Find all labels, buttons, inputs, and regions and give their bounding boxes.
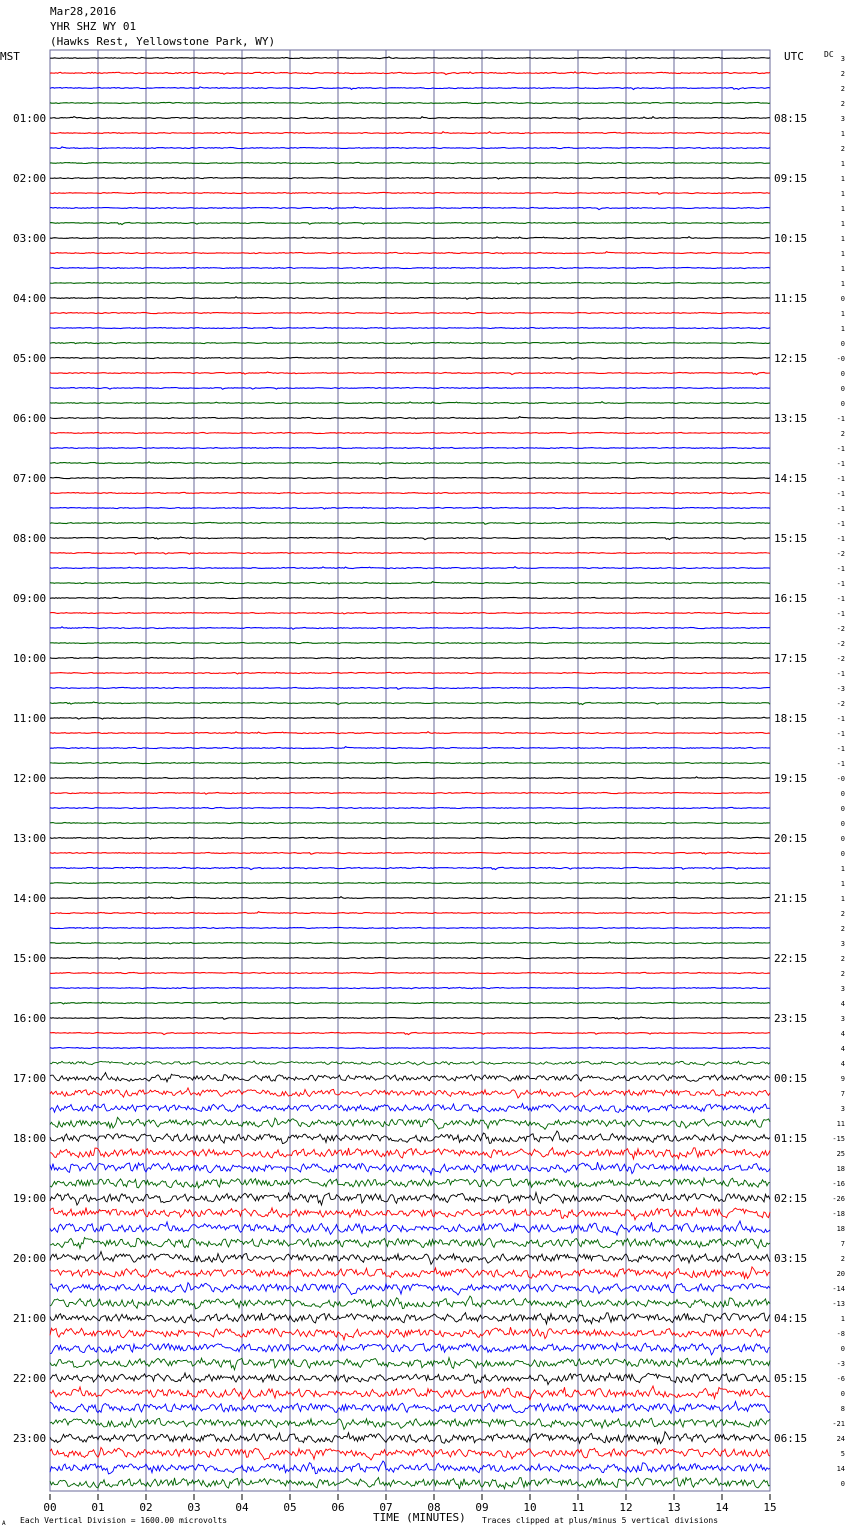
dc-offset-value: -13 [832, 1300, 845, 1308]
seismic-trace [50, 357, 770, 359]
mst-hour-label: 02:00 [13, 172, 47, 185]
dc-offset-value: -26 [832, 1195, 845, 1203]
utc-hour-label: 20:15 [774, 832, 808, 845]
dc-offset-value: 3 [840, 115, 845, 123]
seismic-trace [50, 987, 770, 988]
seismic-trace [50, 1032, 770, 1034]
x-tick-label: 08 [427, 1501, 441, 1514]
seismic-trace [50, 1461, 770, 1474]
mst-hour-label: 16:00 [13, 1012, 47, 1025]
seismic-trace [50, 702, 770, 705]
dc-offset-value: 3 [840, 1015, 845, 1023]
dc-offset-value: -8 [836, 1330, 845, 1338]
dc-offset-value: 1 [840, 235, 845, 243]
seismic-trace [50, 1207, 770, 1219]
dc-offset-value: 18 [836, 1165, 845, 1173]
seismic-trace [50, 1386, 770, 1400]
dc-offset-value: 2 [840, 970, 845, 978]
seismic-trace [50, 1117, 770, 1129]
seismic-trace [50, 567, 770, 569]
seismic-trace [50, 1088, 770, 1098]
mst-hour-label: 12:00 [13, 772, 47, 785]
utc-hour-label: 10:15 [774, 232, 808, 245]
dc-offset-value: 8 [840, 1405, 845, 1413]
utc-hour-label: 19:15 [774, 772, 808, 785]
dc-offset-value: 2 [840, 70, 845, 78]
seismic-trace [50, 1178, 770, 1188]
mst-hour-label: 08:00 [13, 532, 47, 545]
seismic-trace [50, 1252, 770, 1265]
mst-hour-label: 17:00 [13, 1072, 47, 1085]
dc-offset-value: -1 [836, 505, 845, 513]
dc-offset-value: 1 [840, 130, 845, 138]
seismic-trace [50, 267, 770, 268]
seismic-trace [50, 732, 770, 734]
seismic-trace [50, 852, 770, 854]
seismic-trace [50, 72, 770, 75]
dc-offset-value: 3 [840, 985, 845, 993]
mst-hour-label: 23:00 [13, 1432, 47, 1445]
dc-offset-value: 18 [836, 1225, 845, 1233]
x-tick-label: 15 [763, 1501, 777, 1514]
dc-offset-value: -2 [836, 625, 845, 633]
mst-hour-label: 07:00 [13, 472, 47, 485]
seismic-trace [50, 162, 770, 163]
seismic-trace [50, 582, 770, 584]
dc-offset-value: -1 [836, 580, 845, 588]
scale-note: Each Vertical Division = 1600.00 microvolts [20, 1516, 228, 1525]
dc-offset-value: 1 [840, 310, 845, 318]
dc-offset-value: 0 [840, 400, 845, 408]
dc-offset-value: 2 [840, 955, 845, 963]
seismic-trace [50, 1061, 770, 1065]
dc-offset-value: 2 [840, 85, 845, 93]
seismic-trace [50, 972, 770, 973]
seismic-trace [50, 1283, 770, 1295]
utc-hour-label: 01:15 [774, 1132, 808, 1145]
seismic-trace [50, 432, 770, 433]
seismic-trace [50, 522, 770, 524]
dc-offset-value: -16 [832, 1180, 845, 1188]
dc-offset-value: 14 [836, 1465, 845, 1473]
dc-offset-value: 3 [840, 940, 845, 948]
seismic-trace [50, 957, 770, 959]
dc-offset-value: 0 [840, 370, 845, 378]
dc-offset-value: -3 [836, 1360, 845, 1368]
x-tick-label: 13 [667, 1501, 681, 1514]
dc-column-label: DC [824, 50, 834, 59]
utc-hour-label: 08:15 [774, 112, 808, 125]
seismic-trace [50, 1296, 770, 1309]
dc-offset-value: 0 [840, 805, 845, 813]
seismic-trace [50, 687, 770, 689]
mst-hour-label: 14:00 [13, 892, 47, 905]
dc-offset-value: -2 [836, 655, 845, 663]
seismic-trace [50, 87, 770, 90]
dc-offset-value: 2 [840, 925, 845, 933]
right-zone-label: UTC [784, 50, 804, 63]
seismic-trace [50, 327, 770, 328]
dc-offset-value: -1 [836, 460, 845, 468]
chart-title: YHR SHZ WY 01 [50, 20, 137, 33]
dc-offset-value: -1 [836, 535, 845, 543]
seismic-trace [50, 537, 770, 540]
seismic-trace [50, 1237, 770, 1248]
utc-hour-label: 16:15 [774, 592, 808, 605]
seismic-trace [50, 1221, 770, 1235]
seismic-trace [50, 1447, 770, 1460]
dc-offset-value: -0 [836, 775, 845, 783]
seismic-trace [50, 792, 770, 794]
seismic-trace [50, 1047, 770, 1048]
dc-offset-value: 0 [840, 1390, 845, 1398]
seismic-trace [50, 117, 770, 120]
dc-offset-value: 4 [840, 1030, 845, 1038]
utc-hour-label: 11:15 [774, 292, 808, 305]
dc-offset-value: -0 [836, 355, 845, 363]
seismic-trace [50, 822, 770, 823]
seismic-trace [50, 612, 770, 613]
seismic-trace [50, 207, 770, 210]
seismic-trace [50, 1148, 770, 1159]
seismic-trace [50, 882, 770, 883]
utc-hour-label: 15:15 [774, 532, 808, 545]
dc-offset-value: 0 [840, 1480, 845, 1488]
dc-offset-value: 0 [840, 295, 845, 303]
mst-hour-label: 15:00 [13, 952, 47, 965]
dc-offset-value: -21 [832, 1420, 845, 1428]
dc-offset-value: 2 [840, 145, 845, 153]
seismic-trace [50, 1432, 770, 1444]
dc-offset-value: -1 [836, 520, 845, 528]
seismic-trace [50, 657, 770, 658]
dc-offset-value: 7 [840, 1240, 845, 1248]
dc-offset-value: 4 [840, 1045, 845, 1053]
dc-offset-value: -3 [836, 685, 845, 693]
dc-offset-value: 1 [840, 1315, 845, 1323]
x-tick-label: 06 [331, 1501, 345, 1514]
seismic-trace [50, 312, 770, 313]
dc-offset-value: -1 [836, 715, 845, 723]
dc-offset-value: 1 [840, 880, 845, 888]
seismic-trace [50, 552, 770, 554]
seismic-trace [50, 642, 770, 643]
dc-offset-value: -1 [836, 760, 845, 768]
dc-offset-value: -1 [836, 730, 845, 738]
clip-note: Traces clipped at plus/minus 5 vertical divisions [482, 1516, 719, 1525]
mst-hour-label: 18:00 [13, 1132, 47, 1145]
dc-offset-value: 4 [840, 1060, 845, 1068]
seismic-trace [50, 1073, 770, 1082]
mst-hour-label: 19:00 [13, 1192, 47, 1205]
dc-offset-value: -18 [832, 1210, 845, 1218]
mst-hour-label: 10:00 [13, 652, 47, 665]
dc-offset-value: 2 [840, 910, 845, 918]
dc-offset-value: 4 [840, 1000, 845, 1008]
dc-offset-value: 0 [840, 385, 845, 393]
x-tick-label: 07 [379, 1501, 393, 1514]
seismic-trace [50, 1327, 770, 1340]
seismic-trace [50, 1267, 770, 1279]
seismic-trace [50, 132, 770, 134]
seismic-trace [50, 807, 770, 808]
x-tick-label: 12 [619, 1501, 633, 1514]
dc-offset-value: 2 [840, 430, 845, 438]
seismic-trace [50, 597, 770, 598]
mst-hour-label: 06:00 [13, 412, 47, 425]
dc-offset-value: 20 [836, 1270, 845, 1278]
x-tick-label: 05 [283, 1501, 297, 1514]
utc-hour-label: 06:15 [774, 1432, 808, 1445]
left-zone-label: MST [0, 50, 20, 63]
utc-hour-label: 17:15 [774, 652, 808, 665]
dc-offset-value: 1 [840, 220, 845, 228]
utc-hour-label: 09:15 [774, 172, 808, 185]
seismic-trace [50, 747, 770, 749]
seismic-trace [50, 837, 770, 839]
seismic-trace [50, 672, 770, 674]
seismic-trace [50, 1401, 770, 1413]
seismic-trace [50, 1002, 770, 1004]
mst-hour-label: 22:00 [13, 1372, 47, 1385]
dc-offset-value: 1 [840, 205, 845, 213]
x-tick-label: 02 [139, 1501, 153, 1514]
dc-offset-value: 1 [840, 250, 845, 258]
dc-offset-value: 11 [836, 1120, 845, 1128]
mst-hour-label: 11:00 [13, 712, 47, 725]
seismic-trace [50, 147, 770, 149]
dc-offset-value: 9 [840, 1075, 845, 1083]
seismic-trace [50, 387, 770, 389]
dc-offset-value: 1 [840, 265, 845, 273]
x-tick-label: 00 [43, 1501, 57, 1514]
seismic-trace [50, 462, 770, 464]
seismic-trace [50, 372, 770, 375]
dc-offset-value: 3 [840, 1105, 845, 1113]
dc-offset-value: -1 [836, 610, 845, 618]
seismic-trace [50, 417, 770, 419]
seismic-trace [50, 1104, 770, 1113]
chart-location: (Hawks Rest, Yellowstone Park, WY) [50, 35, 276, 48]
dc-offset-value: 1 [840, 895, 845, 903]
dc-offset-value: -2 [836, 700, 845, 708]
seismic-trace [50, 222, 770, 224]
dc-offset-value: 1 [840, 325, 845, 333]
utc-hour-label: 12:15 [774, 352, 808, 365]
dc-offset-value: 1 [840, 175, 845, 183]
utc-hour-label: 04:15 [774, 1312, 808, 1325]
seismic-trace [50, 912, 770, 914]
dc-offset-value: -1 [836, 670, 845, 678]
utc-hour-label: 14:15 [774, 472, 808, 485]
seismic-trace [50, 1313, 770, 1324]
dc-offset-value: 0 [840, 1345, 845, 1353]
corner-mark: A [2, 1520, 6, 1527]
plot-frame [50, 50, 770, 1491]
dc-offset-value: 7 [840, 1090, 845, 1098]
dc-offset-value: 5 [840, 1450, 845, 1458]
dc-offset-value: -1 [836, 475, 845, 483]
x-tick-label: 01 [91, 1501, 105, 1514]
mst-hour-label: 21:00 [13, 1312, 47, 1325]
mst-hour-label: 09:00 [13, 592, 47, 605]
seismic-trace [50, 237, 770, 239]
seismic-trace [50, 192, 770, 194]
utc-hour-label: 00:15 [774, 1072, 808, 1085]
dc-offset-value: -1 [836, 745, 845, 753]
dc-offset-value: 3 [840, 55, 845, 63]
seismic-trace [50, 1193, 770, 1205]
utc-hour-label: 02:15 [774, 1192, 808, 1205]
seismic-trace [50, 1373, 770, 1385]
dc-offset-value: -14 [832, 1285, 845, 1293]
seismic-trace [50, 1358, 770, 1370]
dc-offset-value: -2 [836, 550, 845, 558]
seismic-trace [50, 477, 770, 478]
dc-offset-value: -6 [836, 1375, 845, 1383]
utc-hour-label: 21:15 [774, 892, 808, 905]
dc-offset-value: 1 [840, 160, 845, 168]
seismic-trace [50, 627, 770, 629]
dc-offset-value: -2 [836, 640, 845, 648]
seismic-trace [50, 1478, 770, 1490]
dc-offset-value: -15 [832, 1135, 845, 1143]
dc-offset-value: 1 [840, 190, 845, 198]
seismic-trace [50, 942, 770, 944]
utc-hour-label: 22:15 [774, 952, 808, 965]
chart-date: Mar28,2016 [50, 5, 117, 18]
dc-offset-value: 25 [836, 1150, 845, 1158]
dc-offset-value: 2 [840, 1255, 845, 1263]
mst-hour-label: 04:00 [13, 292, 47, 305]
mst-hour-label: 01:00 [13, 112, 47, 125]
seismic-trace [50, 1017, 770, 1019]
seismic-trace [50, 1418, 770, 1429]
x-tick-label: 04 [235, 1501, 249, 1514]
x-axis-label: TIME (MINUTES) [373, 1511, 466, 1524]
mst-hour-label: 13:00 [13, 832, 47, 845]
seismic-trace [50, 927, 770, 928]
dc-offset-value: 1 [840, 280, 845, 288]
x-tick-label: 14 [715, 1501, 729, 1514]
dc-offset-value: 0 [840, 790, 845, 798]
seismic-trace [50, 297, 770, 299]
seismic-trace [50, 867, 770, 869]
seismic-trace [50, 1131, 770, 1144]
seismic-trace [50, 342, 770, 344]
seismic-trace [50, 1162, 770, 1175]
dc-offset-value: 0 [840, 850, 845, 858]
seismic-trace [50, 282, 770, 283]
seismic-trace [50, 252, 770, 254]
dc-offset-value: 24 [836, 1435, 845, 1443]
seismic-trace [50, 507, 770, 509]
dc-offset-value: 1 [840, 865, 845, 873]
seismic-trace [50, 717, 770, 719]
dc-offset-value: -1 [836, 415, 845, 423]
seismic-trace [50, 897, 770, 899]
seismic-trace [50, 177, 770, 179]
dc-offset-value: 0 [840, 820, 845, 828]
utc-hour-label: 18:15 [774, 712, 808, 725]
mst-hour-label: 20:00 [13, 1252, 47, 1265]
seismic-trace [50, 402, 770, 404]
dc-offset-value: 2 [840, 100, 845, 108]
dc-offset-value: 0 [840, 835, 845, 843]
x-tick-label: 10 [523, 1501, 537, 1514]
x-tick-label: 11 [571, 1501, 585, 1514]
seismic-trace [50, 777, 770, 779]
utc-hour-label: 05:15 [774, 1372, 808, 1385]
utc-hour-label: 23:15 [774, 1012, 808, 1025]
dc-offset-value: -1 [836, 595, 845, 603]
x-tick-label: 09 [475, 1501, 489, 1514]
utc-hour-label: 03:15 [774, 1252, 808, 1265]
seismic-trace [50, 102, 770, 103]
dc-offset-value: 0 [840, 340, 845, 348]
seismic-trace [50, 762, 770, 763]
dc-offset-value: -1 [836, 565, 845, 573]
mst-hour-label: 03:00 [13, 232, 47, 245]
dc-offset-value: -1 [836, 445, 845, 453]
seismic-trace [50, 447, 770, 448]
seismic-trace [50, 1343, 770, 1355]
seismic-trace [50, 57, 770, 59]
seismic-trace [50, 492, 770, 493]
mst-hour-label: 05:00 [13, 352, 47, 365]
x-tick-label: 03 [187, 1501, 201, 1514]
utc-hour-label: 13:15 [774, 412, 808, 425]
dc-offset-value: -1 [836, 490, 845, 498]
